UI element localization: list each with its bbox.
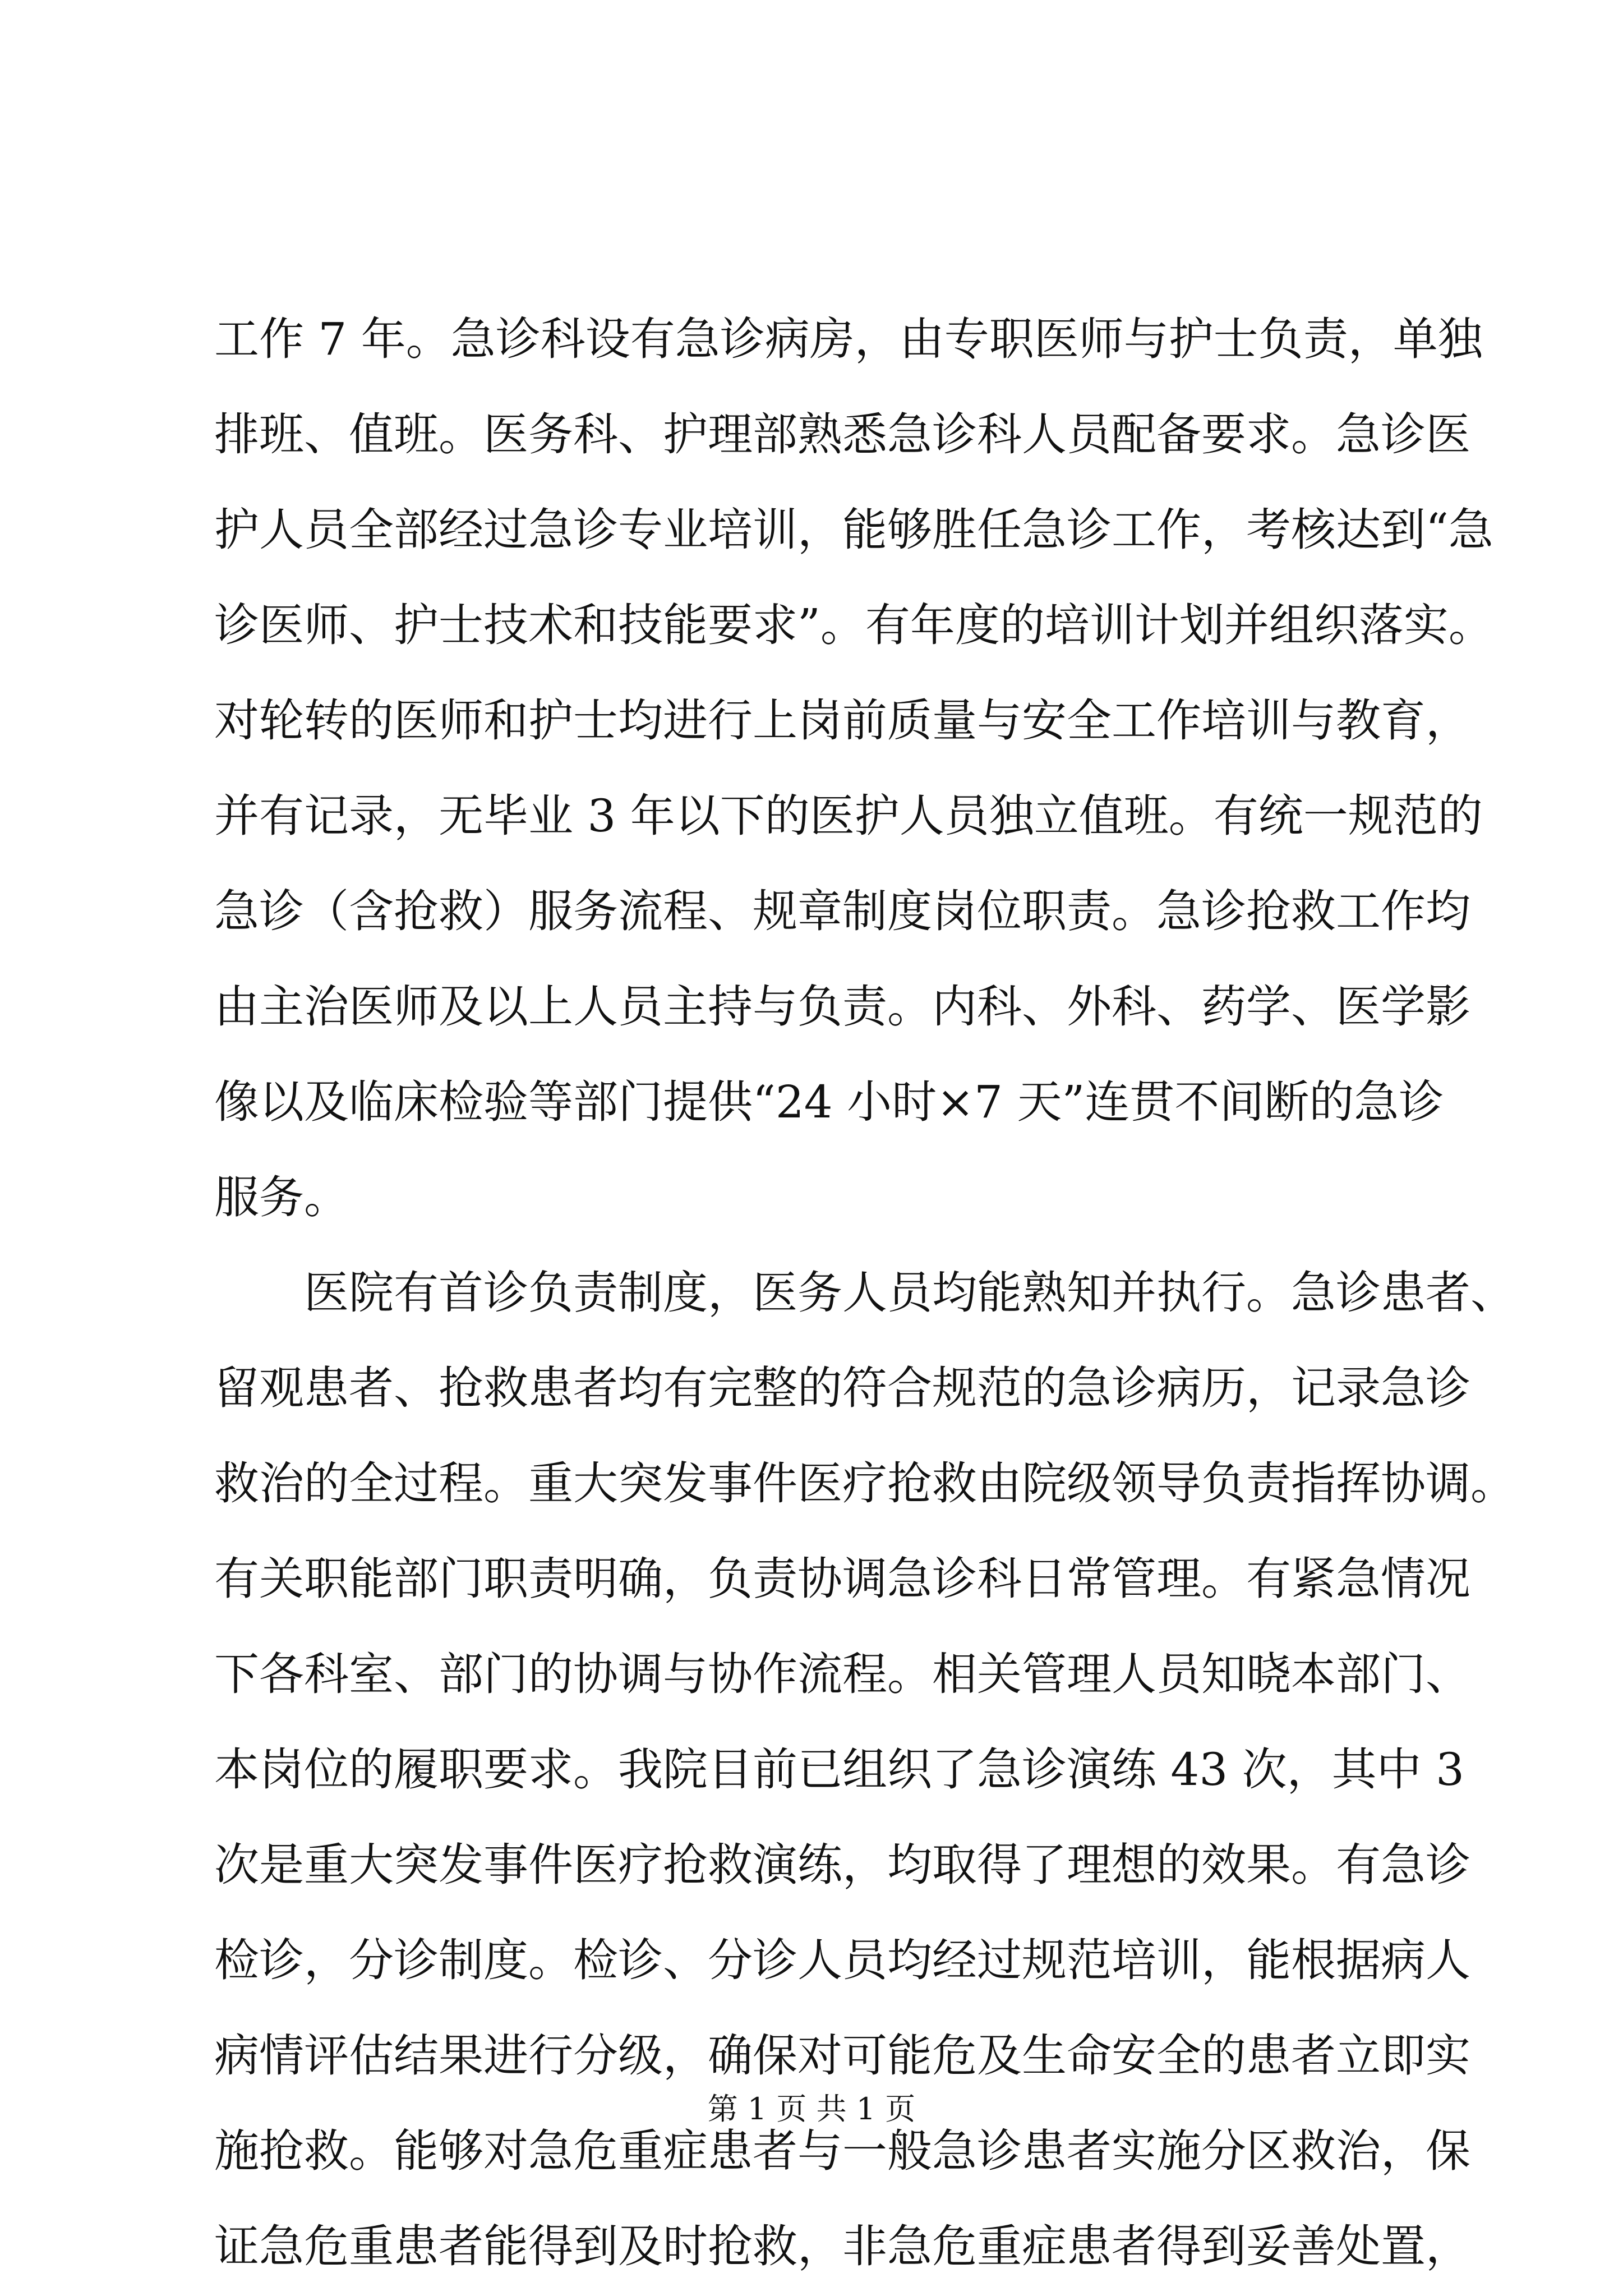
text-line: 由主治医师及以上人员主持与负责。内科、外科、药学、医学影: [214, 981, 1470, 1033]
text-line: 本岗位的履职要求。我院目前已组织了急诊演练 43 次，其中 3: [214, 1743, 1464, 1796]
text-line: 救治的全过程。重大突发事件医疗抢救由院级领导负责指挥协调。: [214, 1457, 1515, 1510]
text-line: 留观患者、抢救患者均有完整的符合规范的急诊病历，记录急诊: [214, 1362, 1470, 1414]
text-line: 下各科室、部门的协调与协作流程。相关管理人员知晓本部门、: [214, 1648, 1470, 1700]
text-line: 对轮转的医师和护士均进行上岗前质量与安全工作培训与教育，: [214, 694, 1470, 747]
text-line: 像以及临床检验等部门提供“24 小时×7 天”连贯不间断的急诊: [214, 1076, 1444, 1128]
document-body: [214, 292, 1515, 2294]
paragraph-first-line: 医院有首诊负责制度，医务人员均能熟知并执行。急诊患者、: [304, 1267, 1515, 1319]
page-number: 第 1 页 共 1 页: [707, 2091, 916, 2127]
text-line: 服务。: [214, 1171, 349, 1223]
text-line: 证急危重患者能得到及时抢救，非急危重症患者得到妥善处置，: [214, 2220, 1470, 2272]
text-line: 工作 7 年。急诊科设有急诊病房，由专职医师与护士负责，单独: [214, 313, 1483, 365]
page-footer: [0, 2087, 1623, 2132]
text-line: 排班、值班。医务科、护理部熟悉急诊科人员配备要求。急诊医: [214, 408, 1470, 461]
text-line: 次是重大突发事件医疗抢救演练，均取得了理想的效果。有急诊: [214, 1839, 1470, 1891]
text-line: 诊医师、护士技术和技能要求”。有年度的培训计划并组织落实。: [214, 599, 1493, 651]
text-line: 并有记录，无毕业 3 年以下的医护人员独立值班。有统一规范的: [214, 790, 1483, 842]
text-line: 检诊，分诊制度。检诊、分诊人员均经过规范培训，能根据病人: [214, 1934, 1470, 1986]
text-line: 病情评估结果进行分级，确保对可能危及生命安全的患者立即实: [214, 2030, 1470, 2082]
text-line: 急诊（含抢救）服务流程、规章制度岗位职责。急诊抢救工作均: [214, 885, 1470, 937]
text-line: 有关职能部门职责明确，负责协调急诊科日常管理。有紧急情况: [214, 1553, 1470, 1605]
text-line: 护人员全部经过急诊专业培训，能够胜任急诊工作，考核达到“急: [214, 504, 1493, 556]
text-line: 施抢救。能够对急危重症患者与一般急诊患者实施分区救治，保: [214, 2125, 1470, 2177]
